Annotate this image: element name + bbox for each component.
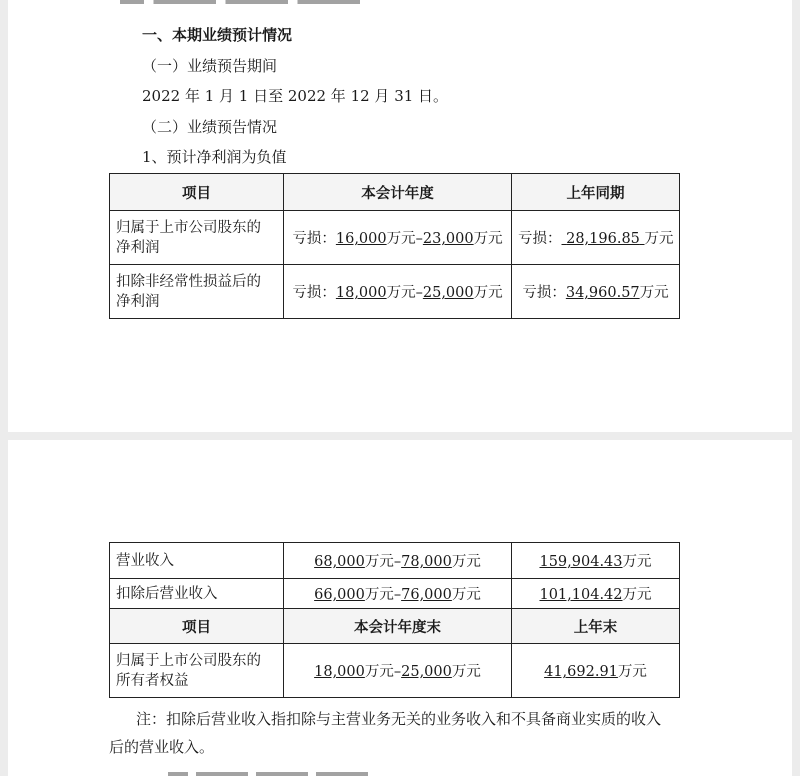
document-page-2 — [8, 440, 792, 776]
item-net-profit-negative: 1、预计净利润为负值 — [142, 148, 287, 166]
current-value: 66,000万元–76,000万元 — [284, 579, 512, 609]
header-current-year-end: 本会计年度末 — [284, 609, 512, 644]
row-label: 归属于上市公司股东的 净利润 — [110, 211, 284, 265]
table-row — [110, 211, 680, 265]
row-label: 归属于上市公司股东的 所有者权益 — [110, 644, 284, 698]
header-current-year: 本会计年度 — [284, 174, 512, 211]
current-value: 亏损：16,000万元–23,000万元 — [284, 211, 512, 265]
table-row — [110, 265, 680, 319]
row-label: 扣除非经常性损益后的 净利润 — [110, 265, 284, 319]
header-item: 项目 — [110, 174, 284, 211]
table-row — [110, 579, 680, 609]
table-row — [110, 644, 680, 698]
previous-value: 亏损： 28,196.85 万元 — [512, 211, 680, 265]
current-value: 亏损：18,000万元–25,000万元 — [284, 265, 512, 319]
clipped-text-line — [120, 0, 360, 4]
subsection-period: （一）业绩预告期间 — [142, 57, 278, 75]
section-title: 一、本期业绩预计情况 — [142, 26, 293, 44]
note-line-2: 后的营业收入。 — [109, 738, 215, 756]
current-value: 18,000万元–25,000万元 — [284, 644, 512, 698]
table-header-row — [110, 609, 680, 644]
current-value: 68,000万元–78,000万元 — [284, 543, 512, 579]
previous-value: 41,692.91万元 — [512, 644, 680, 698]
table-header-row — [110, 174, 680, 211]
previous-value: 159,904.43万元 — [512, 543, 680, 579]
net-profit-table — [109, 173, 680, 319]
row-label: 营业收入 — [110, 543, 284, 579]
forecast-period: 2022 年 1 月 1 日至 2022 年 12 月 31 日。 — [142, 87, 449, 105]
subsection-forecast: （二）业绩预告情况 — [142, 118, 278, 136]
header-previous-year-end: 上年末 — [512, 609, 680, 644]
note-line-1: 注：扣除后营业收入指扣除与主营业务无关的业务收入和不具备商业实质的收入 — [136, 710, 662, 728]
document-page-1 — [8, 0, 792, 432]
previous-value: 101,104.42万元 — [512, 579, 680, 609]
table-row — [110, 543, 680, 579]
previous-value: 亏损：34,960.57万元 — [512, 265, 680, 319]
header-previous-year: 上年同期 — [512, 174, 680, 211]
row-label: 扣除后营业收入 — [110, 579, 284, 609]
revenue-table — [109, 542, 680, 698]
header-item: 项目 — [110, 609, 284, 644]
clipped-text-line — [168, 772, 368, 776]
